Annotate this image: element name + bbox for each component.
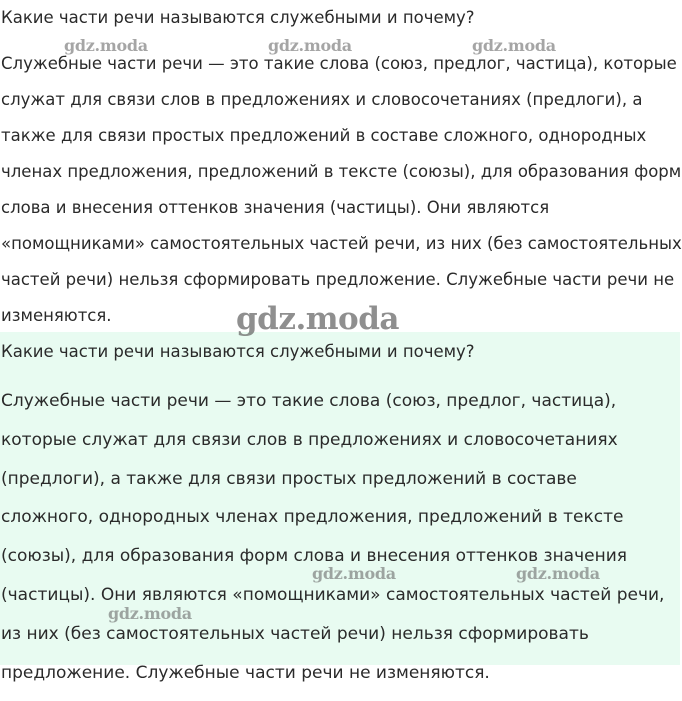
answer-line: «помощниками» самостоятельных частей речи, из них (без самостоятельных (1, 234, 682, 253)
answer-line: изменяются. (1, 306, 112, 325)
answer-line: членах предложения, предложений в тексте (союзы), для образования форм (1, 162, 682, 181)
question-heading: Какие части речи называются служебными и почему? (1, 8, 475, 27)
watermark: gdz.moda (472, 36, 556, 55)
watermark-large: gdz.moda (236, 301, 399, 337)
answer-line: Служебные части речи — это такие слова (союз, предлог, частица), (1, 391, 617, 411)
answer-line: слова и внесения оттенков значения (частицы). Они являются (1, 198, 550, 217)
watermark: gdz.moda (108, 604, 192, 623)
question-heading: Какие части речи называются служебными и почему? (1, 342, 475, 361)
answer-section-highlighted (0, 332, 680, 683)
answer-text (1, 46, 682, 337)
watermark: gdz.moda (312, 564, 396, 583)
answer-line: (частицы). Они являются «помощниками» самостоятельных частей речи, (1, 584, 665, 605)
answer-line: частей речи) нельзя сформировать предложение. Служебные части речи не (1, 270, 675, 289)
watermark: gdz.moda (268, 36, 352, 55)
answer-line: служат для связи слов в предложениях и словосочетаниях (предлоги), а (1, 90, 643, 109)
answer-line: которые служат для связи слов в предложениях и словосочетаниях (1, 429, 618, 450)
answer-text (1, 382, 677, 692)
answer-line: из них (без самостоятельных частей речи) нельзя сформировать (1, 623, 589, 644)
answer-line: предложение. Служебные части речи не изменяются. (1, 662, 490, 683)
answer-line: сложного, однородных членах предложения, предложений в тексте (1, 507, 624, 528)
watermark: gdz.moda (516, 564, 600, 583)
answer-line: Служебные части речи — это такие слова (союз, предлог, частица), которые (1, 54, 677, 73)
answer-line: (союзы), для образования форм слова и внесения оттенков значения (1, 546, 627, 567)
answer-section-plain (0, 0, 680, 332)
answer-line: (предлоги), а также для связи простых предложений в составе (1, 468, 577, 489)
answer-line: также для связи простых предложений в составе сложного, однородных (1, 126, 647, 145)
watermark: gdz.moda (64, 36, 148, 55)
